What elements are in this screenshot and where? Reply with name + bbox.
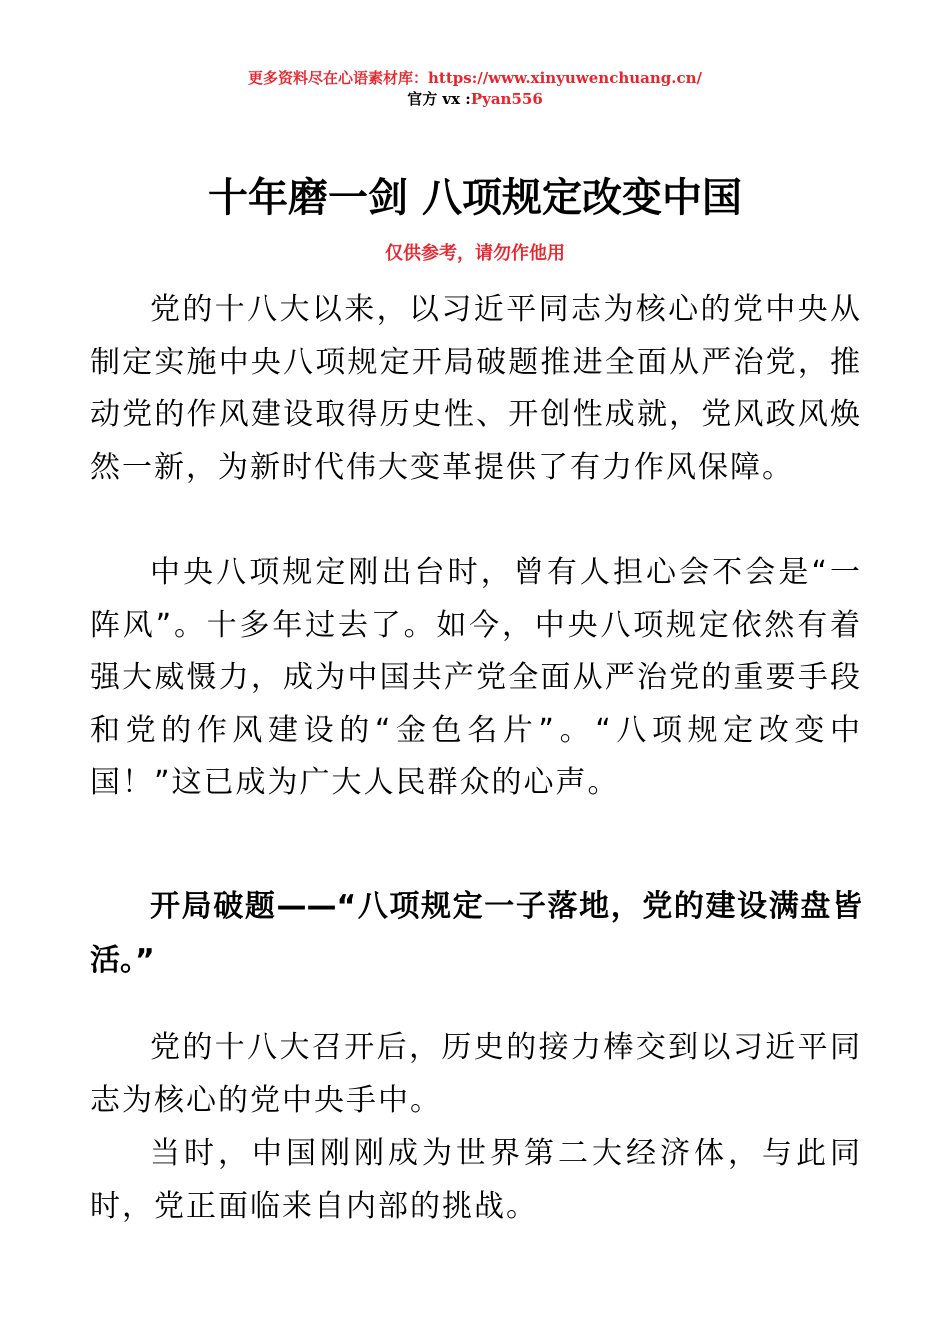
header-contact-id: Pyan556 — [470, 90, 543, 108]
header-source-label: 更多资料尽在心语素材库： — [248, 69, 429, 87]
header-source-line — [0, 68, 950, 88]
disclaimer-note: 仅供参考，请勿作他用 — [385, 243, 565, 264]
header-contact-line — [0, 89, 950, 109]
body-paragraph: 中央八项规定刚出台时，曾有人担心会不会是“一阵风”。十多年过去了。如今，中央八项规定依然有着强大威慑力，成为中国共产党全面从严治党的重要手段和党的作风建设的“金色名片”。“八项规定改变中国！”这已成为广大人民群众的心声。 — [90, 555, 862, 800]
section-paragraph: 党的十八大召开后，历史的接力棒交到以习近平同志为核心的党中央手中。 — [90, 1030, 862, 1118]
header-source-link[interactable]: https://www.xinyuwenchuang.cn/ — [428, 69, 702, 87]
document-title: 十年磨一剑 八项规定改变中国 — [208, 174, 742, 221]
section-paragraph: 当时，中国刚刚成为世界第二大经济体，与此同时，党正面临来自内部的挑战。 — [90, 1136, 862, 1224]
body-paragraph: 党的十八大以来，以习近平同志为核心的党中央从制定实施中央八项规定开局破题推进全面从严治党，推动党的作风建设取得历史性、开创性成就，党风政风焕然一新，为新时代伟大变革提供了有力作风保障。 — [90, 292, 862, 485]
header-contact-label: 官方 vx : — [407, 90, 471, 108]
section-heading: 开局破题——“八项规定一子落地，党的建设满盘皆活。” — [90, 889, 862, 978]
